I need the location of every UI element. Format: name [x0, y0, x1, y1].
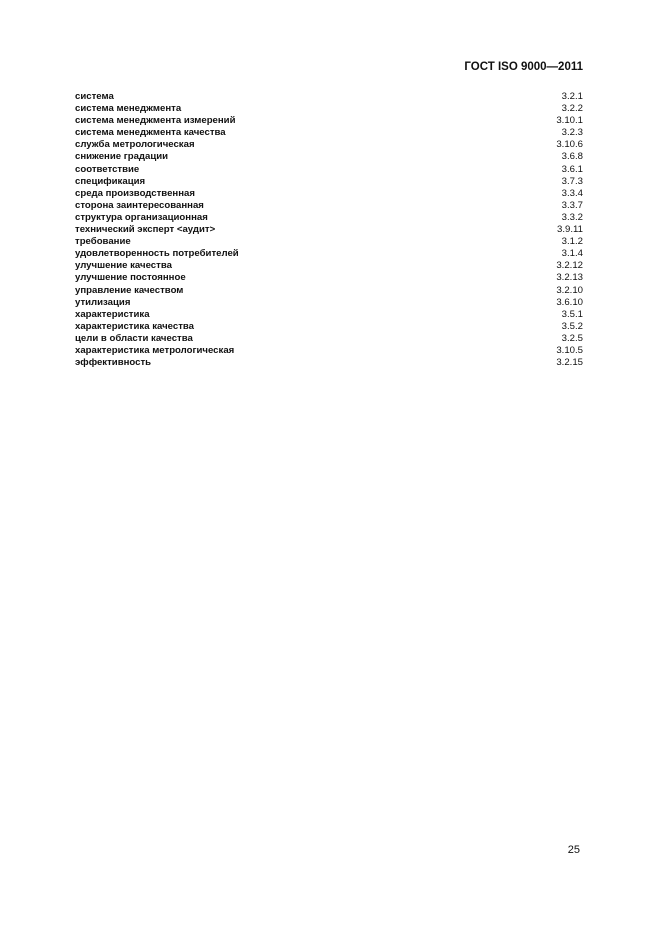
index-ref: 3.3.7	[561, 199, 583, 211]
index-row	[75, 188, 583, 200]
index-term: управление качеством	[75, 284, 184, 296]
index-ref: 3.10.1	[556, 115, 583, 127]
index-ref: 3.10.5	[556, 344, 583, 356]
index-row	[75, 248, 583, 260]
term-index	[75, 91, 583, 369]
index-row	[75, 321, 583, 333]
index-row	[75, 103, 583, 115]
index-ref: 3.2.2	[561, 103, 583, 115]
index-term: характеристика метрологическая	[75, 344, 235, 356]
index-row	[75, 333, 583, 345]
index-row	[75, 164, 583, 176]
index-term: система менеджмента качества	[75, 127, 226, 139]
index-row	[75, 91, 583, 103]
index-row	[75, 151, 583, 163]
index-row	[75, 176, 583, 188]
index-term: система менеджмента измерений	[75, 115, 236, 127]
index-term: утилизация	[75, 296, 131, 308]
document-header: ГОСТ ISO 9000—2011	[464, 61, 583, 73]
index-ref: 3.10.6	[556, 139, 583, 151]
index-row	[75, 345, 583, 357]
index-term: улучшение качества	[75, 260, 172, 272]
index-term: технический эксперт <аудит>	[75, 224, 216, 236]
index-ref: 3.1.2	[561, 236, 583, 248]
index-ref: 3.6.8	[561, 151, 583, 163]
index-row	[75, 297, 583, 309]
index-row	[75, 127, 583, 139]
index-ref: 3.7.3	[561, 175, 583, 187]
index-ref: 3.3.4	[561, 187, 583, 199]
index-row	[75, 139, 583, 151]
index-row	[75, 357, 583, 369]
index-ref: 3.3.2	[561, 211, 583, 223]
index-term: улучшение постоянное	[75, 272, 186, 284]
index-term: система	[75, 91, 114, 102]
index-term: требование	[75, 236, 131, 248]
index-term: структура организационная	[75, 211, 208, 223]
index-ref: 3.2.12	[556, 260, 583, 272]
index-ref: 3.1.4	[561, 248, 583, 260]
index-row	[75, 272, 583, 284]
index-row	[75, 236, 583, 248]
index-row	[75, 115, 583, 127]
index-term: среда производственная	[75, 187, 195, 199]
page-number: 25	[567, 844, 580, 856]
index-term: удовлетворенность потребителей	[75, 248, 239, 260]
index-ref: 3.2.13	[556, 272, 583, 284]
index-row	[75, 285, 583, 297]
index-term: служба метрологическая	[75, 139, 195, 151]
index-term: спецификация	[75, 175, 146, 187]
index-row	[75, 260, 583, 272]
index-ref: 3.5.2	[561, 320, 583, 332]
index-ref: 3.5.1	[561, 308, 583, 320]
index-term: характеристика качества	[75, 320, 195, 332]
index-ref: 3.9.11	[557, 224, 583, 236]
index-term: цели в области качества	[75, 332, 193, 344]
index-term: характеристика	[75, 308, 150, 320]
index-row	[75, 309, 583, 321]
index-row	[75, 212, 583, 224]
index-ref: 3.2.1	[561, 91, 583, 102]
index-term: эффективность	[75, 357, 152, 369]
index-term: снижение градации	[75, 151, 169, 163]
index-term: сторона заинтересованная	[75, 199, 204, 211]
index-term: соответствие	[75, 163, 140, 175]
index-ref: 3.6.10	[556, 296, 583, 308]
index-ref: 3.2.10	[556, 284, 583, 296]
index-ref: 3.2.15	[556, 357, 583, 369]
index-row	[75, 200, 583, 212]
index-term: система менеджмента	[75, 103, 182, 115]
index-ref: 3.2.3	[561, 127, 583, 139]
index-row	[75, 224, 583, 236]
index-ref: 3.6.1	[561, 163, 583, 175]
index-ref: 3.2.5	[561, 332, 583, 344]
